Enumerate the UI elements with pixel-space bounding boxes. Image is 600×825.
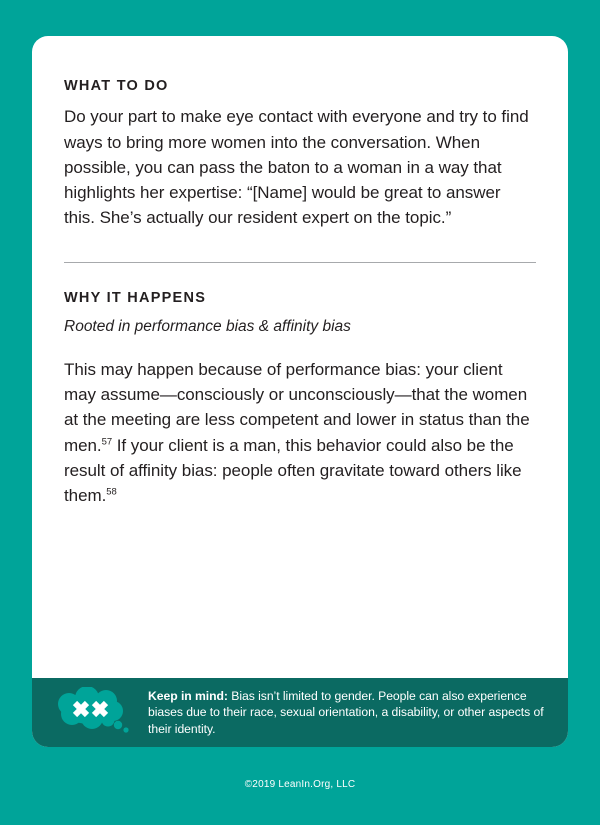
why-it-happens-body-part1: This may happen because of performance bias: your client may assume—consciously or unconsciously—that the women at the meeting are less competent and lower in status than the men. bbox=[64, 359, 530, 455]
keep-in-mind-body: Bias isn’t limited to gender. People can also experience biases due to their race, sexual orientation, a disability, or other aspects of their identity. bbox=[148, 688, 544, 736]
copyright-notice: ©2019 LeanIn.Org, LLC bbox=[244, 779, 356, 790]
keep-in-mind-lead-in: Keep in mind: bbox=[148, 688, 228, 703]
thought-bubble-crossed-eyes-icon bbox=[56, 687, 134, 739]
why-it-happens-body bbox=[64, 357, 536, 508]
what-to-do-heading: WHAT TO DO bbox=[64, 78, 169, 94]
section-what-to-do bbox=[64, 78, 536, 230]
advice-card bbox=[32, 36, 568, 747]
why-it-happens-heading: WHY IT HAPPENS bbox=[64, 290, 207, 307]
section-divider bbox=[64, 262, 536, 263]
card-content bbox=[32, 36, 568, 508]
section-why-it-happens bbox=[64, 290, 536, 508]
keep-in-mind-text bbox=[148, 688, 546, 737]
footnote-marker-58: 58 bbox=[106, 486, 117, 498]
keep-in-mind-callout bbox=[32, 678, 568, 747]
what-to-do-body: Do your part to make eye contact with everyone and try to find ways to bring more women into the conversation. When possible, you can pass the baton to a woman in a way that highlights her expertise: “[Name] would be great to answer this. She’s actually our resident expert on the topic.” bbox=[64, 107, 529, 228]
why-it-happens-body-part2: If your client is a man, this behavior could also be the result of affinity bias: people often gravitate toward others like them. bbox=[64, 435, 522, 505]
footnote-marker-57: 57 bbox=[101, 435, 113, 447]
why-it-happens-subheading: Rooted in performance bias & affinity bias bbox=[64, 317, 351, 335]
